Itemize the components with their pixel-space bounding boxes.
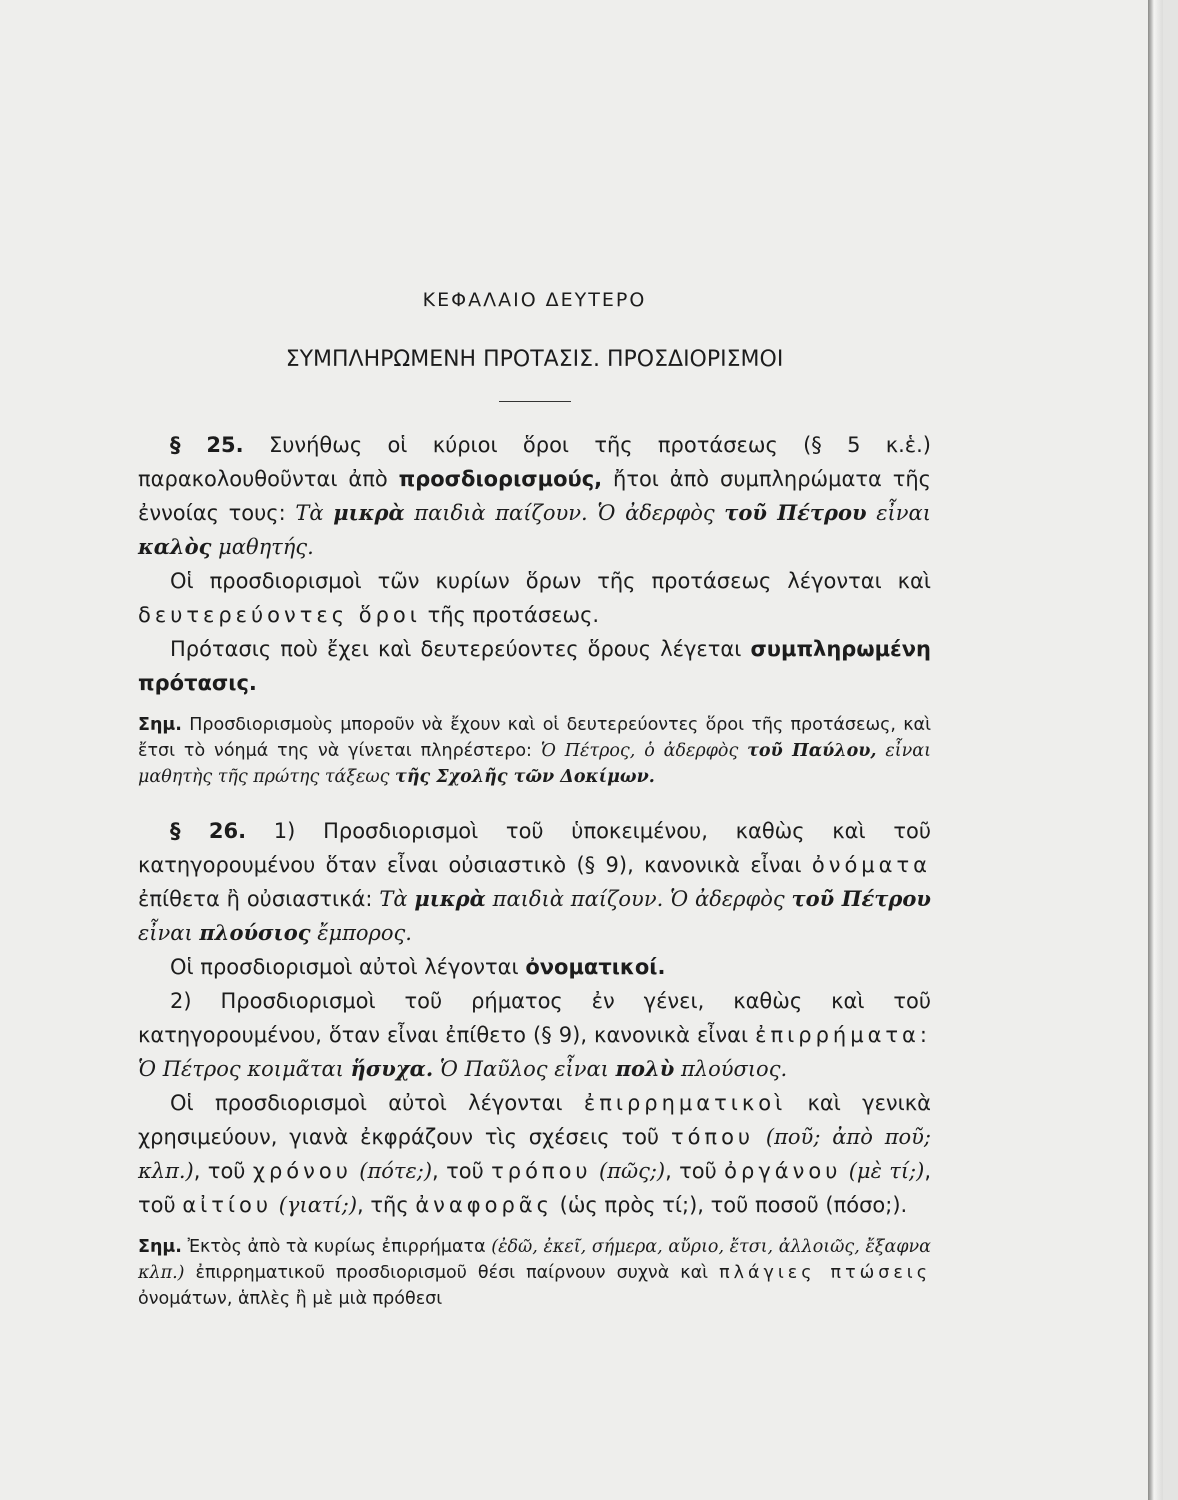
example-bold: καλὸς — [138, 534, 212, 559]
example: (γιατί;) — [278, 1193, 358, 1217]
example: εἶναι — [138, 921, 193, 945]
spaced-term: ἐπιρρηματικοὶ — [583, 1091, 787, 1115]
text: , τοῦ — [432, 1159, 484, 1183]
text: , τοῦ — [193, 1159, 246, 1183]
text: ἤτοι ἀπὸ συμπληρώματα τῆς ἐννοίας τους: — [138, 467, 931, 525]
text: ὀνομάτων, ἁπλὲς ἢ μὲ μιὰ πρόθεσι — [138, 1289, 443, 1309]
text: 1) Προσδιορισμοὶ τοῦ ὑποκειμένου, καθὼς καὶ τοῦ κατηγορουμένου ὅταν εἶναι οὐσιαστικὸ (§ 9), κανονικὰ εἶναι — [138, 819, 931, 877]
example-bold: μικρὰ — [333, 500, 405, 525]
example: (πῶς;) — [598, 1159, 666, 1183]
text: , τοῦ — [138, 1159, 932, 1217]
term: προσδιορισμούς, — [398, 467, 603, 491]
example-bold: τοῦ Πέτρου — [724, 500, 867, 525]
example: (πότε;) — [359, 1159, 433, 1183]
complete-sentence-paragraph — [138, 632, 931, 700]
example: (ποῦ; ἀπὸ ποῦ; κλπ.) — [138, 1125, 931, 1183]
text: , τῆς — [357, 1193, 409, 1217]
text: ἐπιρρηματικοῦ προσδιορισμοῦ θέσι παίρνουν συχνὰ καὶ — [195, 1263, 709, 1283]
example-bold: τοῦ Παύλου, — [747, 741, 877, 761]
secondary-terms-paragraph — [138, 564, 931, 632]
example-bold: πολὺ — [615, 1056, 675, 1081]
example: Ὁ ἀδερφὸς — [597, 501, 715, 525]
spaced-term: ὀργάνου — [724, 1159, 842, 1183]
spaced-term: ἐπιρρήματα: — [755, 1023, 931, 1047]
example: παιδιὰ παίζουν. — [492, 887, 664, 911]
text: Πρότασις ποὺ ἔχει καὶ δευτερεύοντες ὅρους λέγεται — [170, 637, 742, 661]
verb-modifiers-paragraph — [138, 984, 931, 1086]
text: καὶ γενικὰ χρησιμεύουν, γιανὰ ἐκφράζουν τὶς σχέσεις τοῦ — [138, 1091, 931, 1149]
spaced-term: τρόπου — [491, 1159, 592, 1183]
example: εἶναι — [876, 501, 931, 525]
example: Ὁ ἀδερφὸς — [670, 887, 785, 911]
adverbial-paragraph — [138, 1086, 931, 1222]
note-label: Σημ. — [138, 715, 182, 735]
example-bold: τοῦ Πέτρου — [791, 886, 931, 911]
note-label: Σημ. — [138, 1237, 182, 1257]
nominal-paragraph — [138, 950, 931, 984]
example: εἶναι μαθητὴς τῆς πρώτης τάξεως — [138, 741, 931, 787]
example: ἔμπορος. — [317, 921, 412, 945]
example: Ὁ Πέτρος κοιμᾶται — [138, 1057, 344, 1081]
text: Ἐκτὸς ἀπὸ τὰ κυρίως ἐπιρρήματα — [187, 1237, 486, 1257]
text: (ὡς πρὸς τί;), τοῦ ποσοῦ (πόσο;). — [559, 1193, 908, 1217]
spaced-term: χρόνου — [252, 1159, 352, 1183]
example: Τὰ — [295, 501, 324, 525]
spaced-term: ἀναφορᾶς — [415, 1193, 553, 1217]
spaced-term: ὀνόματα — [811, 853, 931, 877]
term: συμπληρωμένη πρότασις. — [138, 637, 931, 695]
title-rule — [499, 401, 571, 402]
text: Συνήθως οἱ κύριοι ὅροι τῆς προτάσεως (§ 5 κ.ἑ.) παρακολουθοῦνται ἀπὸ — [138, 433, 931, 491]
page-edge — [1148, 0, 1163, 1500]
example-bold: μικρὰ — [414, 886, 486, 911]
example-bold: ἥσυχα. — [350, 1056, 434, 1081]
spaced-term: τόπου — [670, 1125, 755, 1149]
spaced-term: αἰτίου — [182, 1193, 273, 1217]
spaced-term: δευτερεύοντες ὅροι — [138, 603, 421, 627]
note-2 — [138, 1234, 931, 1312]
example: (μὲ τί;) — [848, 1159, 925, 1183]
example: (ἐδῶ, ἐκεῖ, σήμερα, αὔριο, ἔτσι, ἀλλοιῶς, ἔξαφνα κλπ.) — [138, 1237, 931, 1283]
text: Οἱ προσδιορισμοὶ αὐτοὶ λέγονται — [170, 955, 519, 979]
example: παιδιὰ παίζουν. — [414, 501, 588, 525]
text: τῆς προτάσεως. — [427, 603, 600, 627]
example-bold: τῆς Σχολῆς τῶν Δοκίμων. — [395, 767, 655, 787]
text: ἐπίθετα ἢ οὐσιαστικά: — [138, 887, 373, 911]
example: μαθητής. — [218, 535, 314, 559]
section-25-paragraph — [138, 428, 931, 564]
example: Ὁ Παῦλος εἶναι — [439, 1057, 609, 1081]
example: Ὁ Πέτρος, ὁ ἀδερφὸς — [540, 741, 739, 761]
text: 2) Προσδιορισμοὶ τοῦ ρήματος ἐν γένει, καθὼς καὶ τοῦ κατηγορουμένου, ὅταν εἶναι ἐπίθετο (§ 9), κανονικὰ εἶναι — [138, 989, 931, 1047]
text: Οἱ προσδιορισμοὶ αὐτοὶ λέγονται — [170, 1091, 563, 1115]
spaced-term: πλάγιες πτώσεις — [719, 1263, 932, 1283]
chapter-label: ΚΕΦΑΛΑΙΟ ΔΕΥΤΕΡΟ — [422, 289, 647, 311]
note-1 — [138, 712, 931, 790]
example: Τὰ — [379, 887, 408, 911]
chapter-title: ΣΥΜΠΛΗΡΩΜΕΝΗ ΠΡΟΤΑΣΙΣ. ΠΡΟΣΔΙΟΡΙΣΜΟΙ — [285, 347, 784, 372]
text: , τοῦ — [665, 1159, 717, 1183]
text: Προσδιορισμοὺς μποροῦν νὰ ἔχουν καὶ οἱ δευτερεύοντες ὅροι τῆς προτάσεως, καὶ ἔτσι τὸ νόημά της νὰ γίνεται πληρέστερο: — [138, 715, 931, 761]
section-number: § 25. — [170, 433, 244, 457]
section-26-paragraph — [138, 814, 931, 950]
section-number: § 26. — [170, 819, 247, 843]
term: ὀνοματικοί. — [525, 955, 666, 979]
example-bold: πλούσιος — [199, 920, 311, 945]
page-content — [138, 285, 931, 1312]
text: Οἱ προσδιορισμοὶ τῶν κυρίων ὅρων τῆς προτάσεως λέγονται καὶ — [170, 569, 931, 593]
example: πλούσιος. — [680, 1057, 788, 1081]
